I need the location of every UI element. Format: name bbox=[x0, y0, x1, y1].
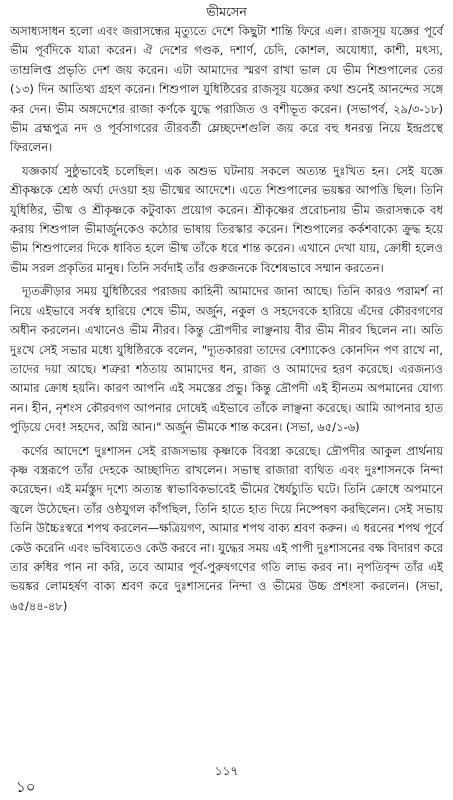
signature-mark: ১০ bbox=[16, 778, 36, 796]
running-head: ভীমসেন bbox=[206, 4, 247, 19]
paragraph-2: যজ্ঞকার্য সুষ্ঠুভাবেই চলেছিল। এক অশুভ ঘটনায় সকলে অত্যন্ত দুঃখিত হন। সেই যজ্ঞে শ্রীকৃষ্ণকে শ্রেষ্ঠ অর্ঘ্য দেওয়া হয় ভীষ্মের আদেশে। এতে শিশুপালের ভয়ঙ্কর আপত্তি ছিল। তিনি যুধিষ্ঠির, ভীষ্ম ও শ্রীকৃষ্ণকে কটুবাক্য প্রয়োগ করেন। শ্রীকৃষ্ণের প্ররোচনায় ভীম জরাসন্ধকে বধ করায় শিশুপাল ভীমার্জুনকেও কঠোর ভাষায় তিরস্কার করেন। শিশুপালের কর্কশবাক্যে ক্রুদ্ধ হয়ে ভীম শিশুপালের দিকে ধাবিত হলে ভীষ্ম তাঁকে ধরে শান্ত করেন। এখানে দেখা যায়, ক্রোধী হলেও ভীম সরল প্রকৃতির মানুষ। তিনি সর্বদাই তাঁর গুরুজনকে বিশেষভাবে সম্মান করতেন। bbox=[10, 163, 443, 275]
paragraph-4: কর্ণের আদেশে দুঃশাসন সেই রাজসভায় কৃষ্ণাকে বিবস্ত্রা করেছে। দ্রৌপদীর আকুল প্রার্থনায় কৃষ্ণ বস্ত্ররূপে তাঁর দেহকে আচ্ছাদিত রাখলেন। সভাস্থ রাজারা ব্যথিত এবং দুঃশাসনকে নিন্দা করেছেন। এই মর্মস্তুদ দৃশ্যে অত্যন্ত স্বাভাবিকভাবেই ভীমের ধৈর্যচ্যুতি ঘটে। তিনি ক্রোধে অপমানে জ্বলে উঠেছেন। তাঁর ওষ্ঠযুগল কাঁপছিল, তিনি হাতে হাত দিয়ে নিষ্পেষণ করছিলেন। সেই সভায় তিনি উচ্চৈঃস্বরে শপথ করলেন—ক্ষত্রিয়গণ, আমার শপথ বাক্য শ্রবণ করুন। এ ধরনের শপথ পূর্বে কেউ করেনি এবং ভবিষ্যতেও কেউ করবে না। যুদ্ধের সময় এই পাপী দুঃশাসনের বক্ষ বিদারণ করে তার রুধির পান না করি, তবে আমার পূর্ব-পুরুষগণের গতি লাভ করব না। নৃপতিবৃন্দ তাঁর এই ভয়ঙ্কর লোমহর্ষণ বাক্য শ্রবণ করে দুঃশাসনের নিন্দা ও ভীমের উচ্চ প্রশংসা করলেন। (সভা, ৬৫/৪৪-৪৮) bbox=[10, 443, 443, 613]
page-number: ১১৭ bbox=[214, 764, 239, 778]
paragraph-1: অসাধ্যসাধন হলো এবং জরাসন্ধের মৃত্যুতে দেশে কিছুটা শান্তি ফিরে এল। রাজসূয় যজ্ঞের পূর্বে ভীম পূর্বদিকে যাত্রা করেন। ঐ দেশের গণ্ডক, দশার্ণ, চেদি, কোশল, অযোধ্যা, কাশী, মৎস্য, তাম্রলিপ্ত প্রভৃতি দেশ জয় করেন। এটা আমাদের স্মরণ রাখা ভাল যে ভীম শিশুপালের তের (১৩) দিন আতিথ্য গ্রহণ করেন। শিশুপাল যুধিষ্ঠিরের রাজসূয় যজ্ঞের কথা শুনেই আনন্দের সঙ্গে কর দেন। ভীম অঙ্গদেশের রাজা কর্ণকে যুদ্ধে পরাজিত ও বশীভূত করেন। (সভাপর্ব, ২৯/৩-১৮) ভীম ব্রহ্মপুত্র নদ ও পূর্বসাগরের তীরবর্তী ম্লেচ্ছদেশগুলি জয় করে বহু ধনরত্ন নিয়ে ইন্দ্রপ্রস্থে ফিরলেন। bbox=[10, 24, 443, 155]
paragraph-3: দ্যূতক্রীড়ার সময় যুধিষ্ঠিরের পরাজয় কাহিনী আমাদের জানা আছে। তিনি কারও পরামর্শ না নিয়ে এইভাবে সর্বস্ব হারিয়ে শেষে ভীম, অর্জুন, নকুল ও সহদেবকে হারিয়ে এঁদের কৌরবগণের অধীন করলেন। এখানেও ভীম নীরব। কিন্তু দ্রৌপদীর লাঞ্ছনায় বীর ভীম নীরব ছিলেন না। অতি দুঃখে সেই সভার মধ্যে যুধিষ্ঠিরকে বলেন, "দ্যূতকাররা তাদের বেশ্যাকেও কোনদিন পণ রাখে না, তাদের দয়া আছে। শত্রুরা শঠতায় আমাদের ধন, রাজ্য ও আমাদের হরণ করেছে। এরজন্যও আমার ক্রোধ হয়নি। কারণ আপনি এই সমস্তের প্রভু। কিন্তু দ্রৌপদী এই হীনতম অপমানের যোগ্য নন। হীন, নৃশংস কৌরবগণ আপনার দোষেই এইভাবে তাঁকে লাঞ্ছনা করেছে। আমি আপনার হাত পুড়িয়ে দেব! সহদেব, অগ্নি আন।" অর্জুন ভীমকে শান্ত করেন। (সভা, ৬৫/১-৬) bbox=[10, 284, 443, 435]
